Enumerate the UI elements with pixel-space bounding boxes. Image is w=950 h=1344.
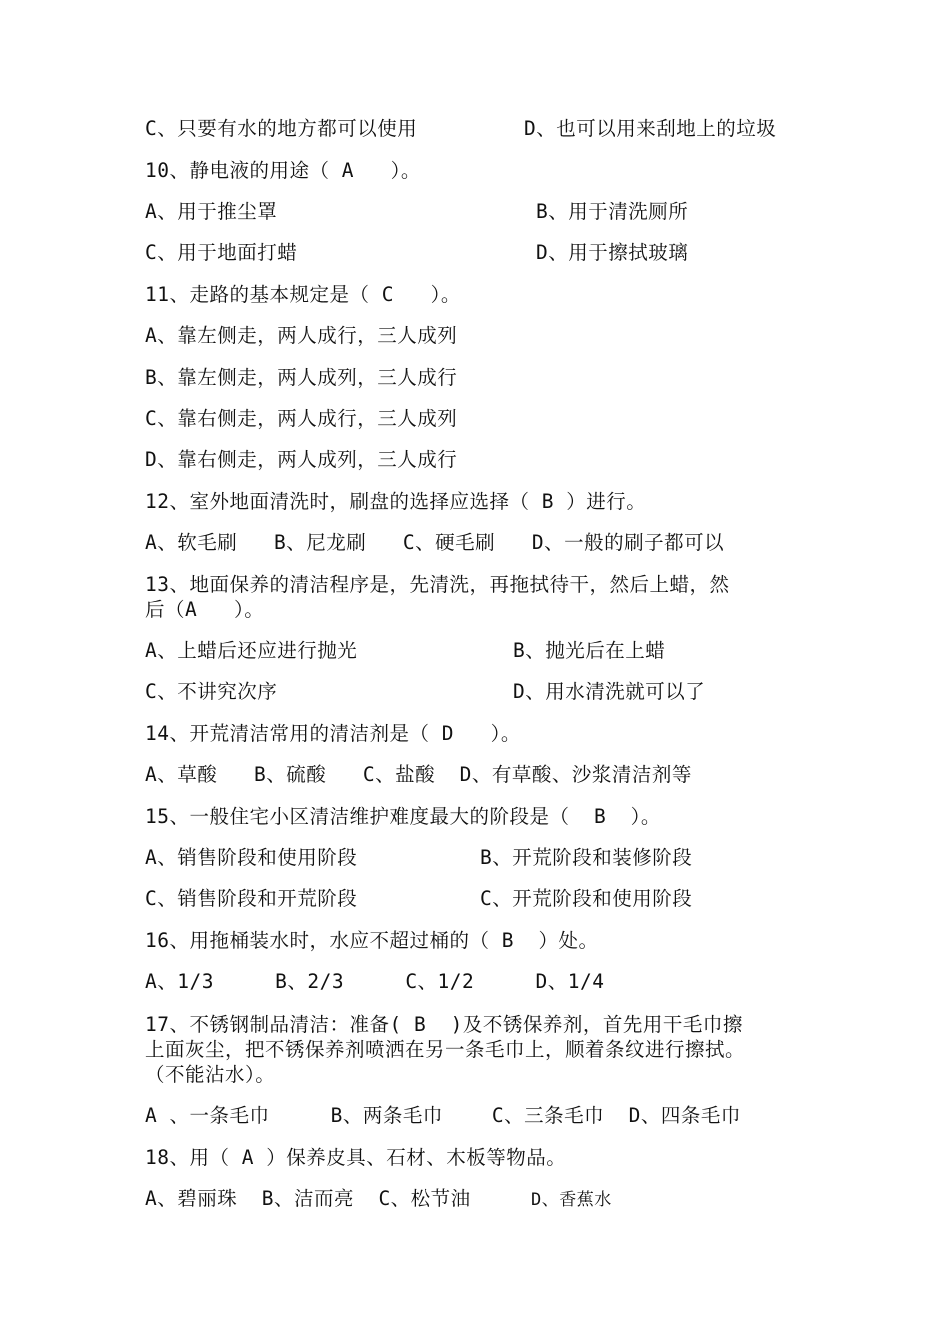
question-13-line-1: 13、地面保养的清洁程序是，先清洗，再拖拭待干，然后上蜡，然 xyxy=(145,573,730,596)
q11-option-b: B、靠左侧走，两人成列，三人成行 xyxy=(145,366,458,389)
q13-option-c: C、不讲究次序 xyxy=(145,680,278,703)
q10-option-a: A、用于推尘罩 xyxy=(145,200,278,223)
q14-options: A、草酸 B、硫酸 C、盐酸 D、有草酸、沙浆清洁剂等 xyxy=(145,763,692,786)
q9-option-d: D、也可以用来刮地上的垃圾 xyxy=(524,117,777,140)
question-17-line-3: （不能沾水）。 xyxy=(145,1063,276,1086)
q11-option-c: C、靠右侧走，两人成行，三人成列 xyxy=(145,407,458,430)
question-17-line-2: 上面灰尘，把不锈保养剂喷洒在另一条毛巾上，顺着条纹进行擦拭。 xyxy=(145,1038,746,1061)
q11-option-d: D、靠右侧走，两人成列，三人成行 xyxy=(145,448,458,471)
q15-option-b: B、开荒阶段和装修阶段 xyxy=(480,846,693,869)
q10-option-d: D、用于擦拭玻璃 xyxy=(536,241,689,264)
q13-option-d: D、用水清洗就可以了 xyxy=(513,680,706,703)
q11-option-a: A、靠左侧走，两人成行，三人成列 xyxy=(145,324,458,347)
question-15: 15、一般住宅小区清洁维护难度最大的阶段是（ B ）。 xyxy=(145,805,661,828)
q15-option-c: C、销售阶段和开荒阶段 xyxy=(145,887,358,910)
question-18: 18、用（ A ）保养皮具、石材、木板等物品。 xyxy=(145,1146,567,1169)
question-10: 10、静电液的用途（ A ）。 xyxy=(145,159,421,182)
q15-option-d: C、开荒阶段和使用阶段 xyxy=(480,887,693,910)
q13-option-a: A、上蜡后还应进行抛光 xyxy=(145,639,358,662)
q12-options: A、软毛刷 B、尼龙刷 C、硬毛刷 D、一般的刷子都可以 xyxy=(145,531,725,554)
question-16: 16、用拖桶装水时，水应不超过桶的（ B ）处。 xyxy=(145,929,599,952)
q10-option-c: C、用于地面打蜡 xyxy=(145,241,298,264)
q9-option-c: C、只要有水的地方都可以使用 xyxy=(145,117,418,140)
q15-option-a: A、销售阶段和使用阶段 xyxy=(145,846,358,869)
question-17-line-1: 17、不锈钢制品清洁：准备( B )及不锈保养剂，首先用干毛巾擦 xyxy=(145,1013,743,1036)
q13-option-b: B、抛光后在上蜡 xyxy=(513,639,666,662)
q18-options: A、碧丽珠 B、洁而亮 C、松节油 xyxy=(145,1187,471,1210)
question-14: 14、开荒清洁常用的清洁剂是（ D ）。 xyxy=(145,722,521,745)
q18-option-d: D、香蕉水 xyxy=(531,1190,612,1210)
q10-option-b: B、用于清洗厕所 xyxy=(536,200,689,223)
q17-options: A 、一条毛巾 B、两条毛巾 C、三条毛巾 D、四条毛巾 xyxy=(145,1104,741,1127)
question-12: 12、室外地面清洗时，刷盘的选择应选择（ B ）进行。 xyxy=(145,490,647,513)
question-13-line-2: 后（A ）。 xyxy=(145,598,265,621)
q16-options: A、1/3 B、2/3 C、1/2 D、1/4 xyxy=(145,970,605,993)
question-11: 11、走路的基本规定是（ C ）。 xyxy=(145,283,461,306)
